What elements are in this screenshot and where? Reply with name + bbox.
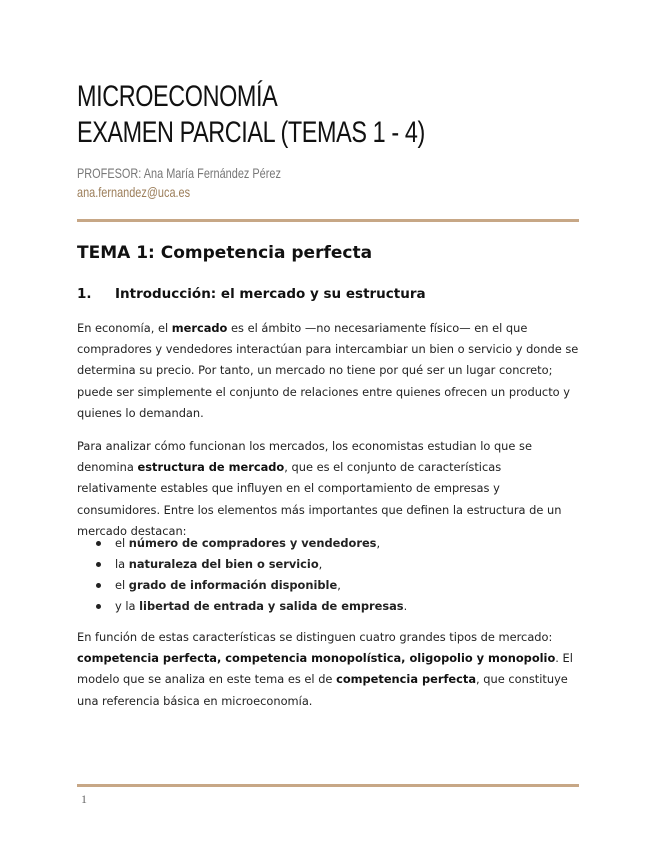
footer-divider	[77, 784, 579, 787]
paragraph-market-definition	[77, 318, 579, 424]
professor-email: ana.fernandez@uca.es	[77, 184, 191, 200]
page-number: 1	[81, 792, 87, 806]
text-run: , que constituye una referencia básica en microeconomía.	[77, 672, 568, 708]
text-run: , que es el conjunto de características relativamente estables que influyen en el comportamiento de empresas y consumidores. Entre los elementos más importantes que definen la estructura de un mercado destacan:	[77, 460, 562, 538]
bold-term: número de compradores y vendedores	[128, 536, 377, 550]
text-run: ,	[318, 557, 323, 571]
text-run: Para analizar cómo funcionan los mercados, los economistas estudian lo que se denomina	[77, 439, 532, 475]
bullet-icon	[96, 583, 101, 588]
header-divider	[77, 219, 579, 222]
text-run: el	[115, 578, 129, 592]
bullet-icon	[96, 541, 101, 546]
document-subtitle: EXAMEN PARCIAL (TEMAS 1 - 4)	[77, 116, 425, 149]
structure-elements-list	[77, 533, 579, 617]
bold-term: competencia perfecta, competencia monopolística, oligopolio y monopolio	[77, 651, 556, 666]
subsection-title: Introducción: el mercado y su estructura	[115, 286, 426, 302]
list-item	[77, 554, 579, 575]
subsection-number: 1.	[77, 286, 92, 302]
bold-term: estructura de mercado	[137, 460, 285, 475]
text-run: es el ámbito —no necesariamente físico— en el que compradores y vendedores interactúan para intercambiar un bien o servicio y donde se determina su precio. Por tanto, un mercado no tiene por qué ser un lugar concreto; puede ser simplemente el conjunto de relaciones entre quienes ofrecen un producto y quienes lo demandan.	[77, 321, 579, 420]
text-run: . El modelo que se analiza en este tema es el de	[77, 651, 573, 687]
text-run: la	[115, 557, 129, 571]
bold-term: competencia perfecta	[336, 672, 477, 687]
text-run: .	[403, 599, 408, 613]
paragraph-market-types	[77, 627, 579, 712]
paragraph-market-structure	[77, 436, 579, 542]
document-title: MICROECONOMÍA	[77, 80, 278, 113]
bold-term: libertad de entrada y salida de empresas	[139, 599, 404, 613]
list-item	[77, 596, 579, 617]
text-run: ,	[337, 578, 341, 592]
bullet-icon	[96, 562, 101, 567]
bullet-icon	[96, 604, 101, 609]
subsection-heading	[77, 286, 426, 302]
text-run: ,	[376, 536, 381, 550]
text-run: y la	[115, 599, 140, 613]
text-run: el	[115, 536, 129, 550]
list-item	[77, 575, 579, 596]
bold-term: mercado	[171, 321, 228, 335]
section-heading: TEMA 1: Competencia perfecta	[77, 243, 373, 263]
list-item	[77, 533, 579, 554]
bold-term: naturaleza del bien o servicio	[128, 557, 319, 571]
text-run: En función de estas características se distinguen cuatro grandes tipos de mercado:	[77, 630, 553, 644]
professor-line: PROFESOR: Ana María Fernández Pérez	[77, 165, 281, 181]
bold-term: grado de información disponible	[128, 578, 338, 592]
text-run: En economía, el	[77, 321, 172, 335]
